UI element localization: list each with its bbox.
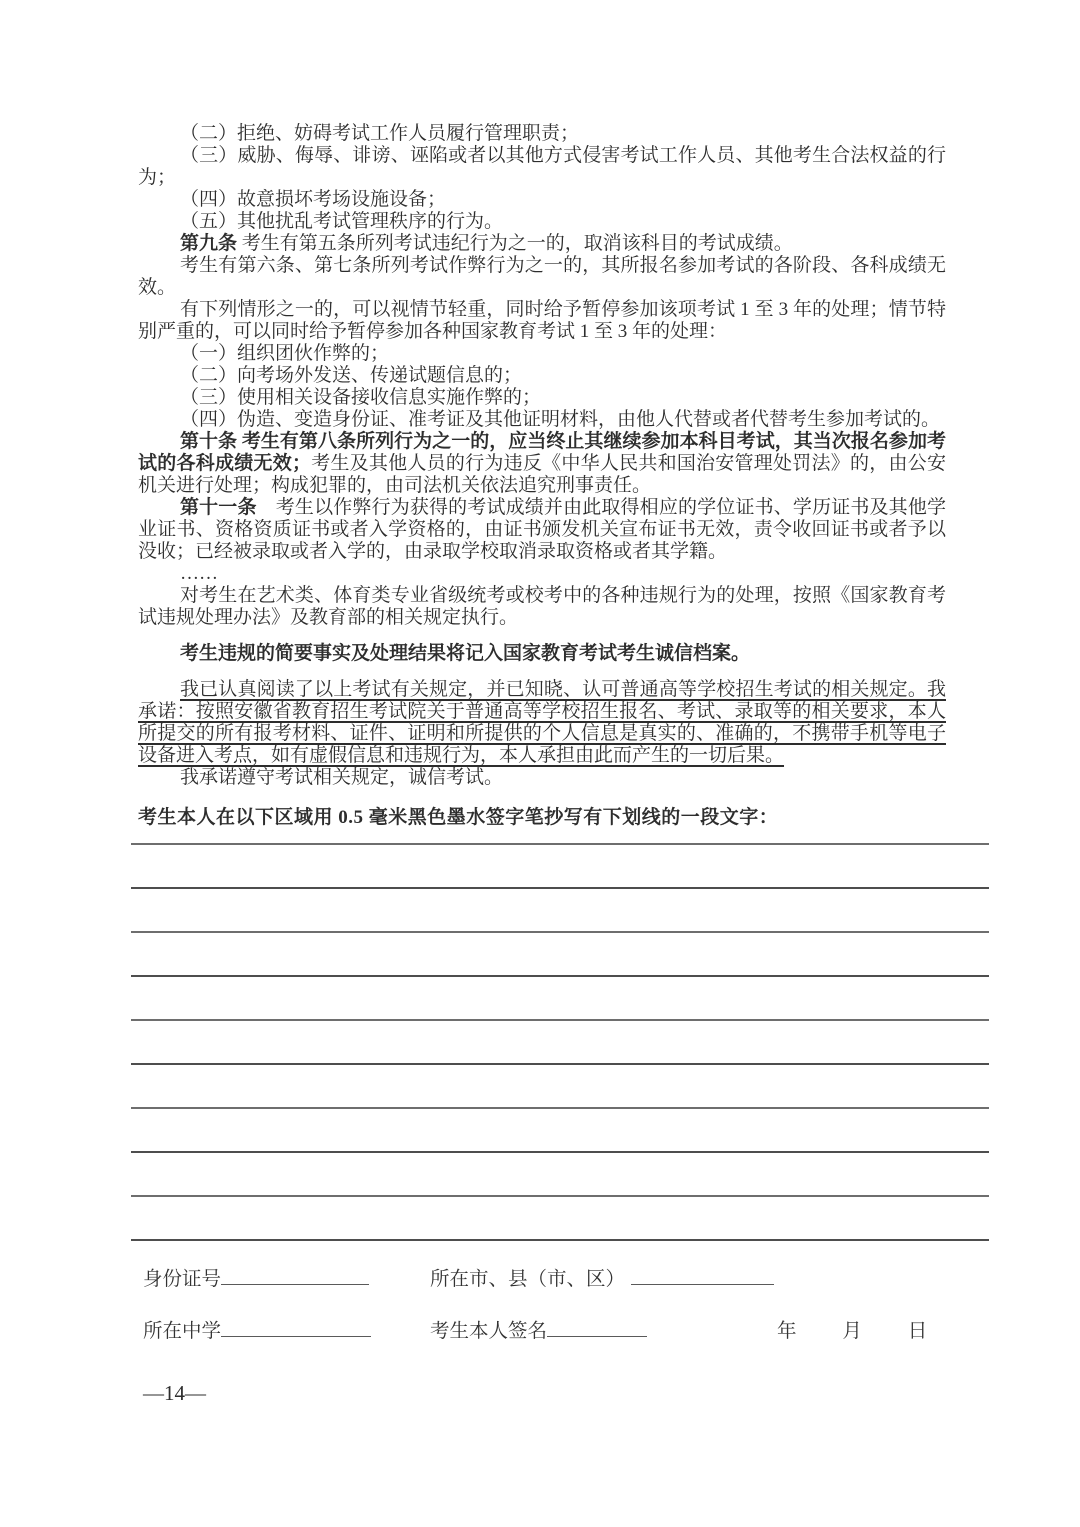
- rule-item-4: [138, 189, 946, 211]
- text-run: （三）使用相关设备接收信息实施作弊的；: [180, 387, 542, 408]
- signature-field: [430, 1315, 647, 1343]
- rule-item-3: [138, 145, 946, 189]
- school-label: 所在中学: [143, 1321, 222, 1342]
- handwriting-line-8[interactable]: [131, 1151, 989, 1153]
- city-county-blank[interactable]: [631, 1269, 774, 1285]
- school-field: [143, 1315, 430, 1343]
- text-run: （二）拒绝、妨碍考试工作人员履行管理职责；: [180, 123, 580, 144]
- cheat-item-2: [138, 365, 946, 387]
- article-9-para-3: [138, 299, 946, 343]
- candidate-pledge: [138, 679, 946, 767]
- text-run: （二）向考场外发送、传递试题信息的；: [180, 365, 523, 386]
- article-9-para-2: [138, 255, 946, 299]
- handwriting-line-3[interactable]: [131, 931, 989, 933]
- id-number-label: 身份证号: [143, 1269, 222, 1290]
- handwriting-line-1[interactable]: [131, 843, 989, 845]
- copy-instruction: [138, 807, 946, 829]
- text-run: 对考生在艺术类、体育类专业省级统考或校考中的各种违规行为的处理，按照《国家教育考试违规处理办法》及教育部的相关规定执行。: [138, 585, 946, 628]
- text-run: （三）威胁、侮辱、诽谤、诬陷或者以其他方式侵害考试工作人员、其他考生合法权益的行为；: [138, 145, 946, 188]
- text-run: 考生有第六条、第七条所列考试作弊行为之一的，其所报名参加考试的各阶段、各科成绩无效。: [138, 255, 946, 298]
- handwriting-line-6[interactable]: [131, 1063, 989, 1065]
- field-row-1: [143, 1263, 1080, 1291]
- article-9: [138, 233, 946, 255]
- handwriting-copy-area[interactable]: [131, 843, 989, 1241]
- text-run: 考生违规的简要事实及处理结果将记入国家教育考试考生诚信档案。: [180, 643, 751, 664]
- text-run: 第十条 考生有第八条所列行为之一的，应当终止其继续参加本科目考试，其当次报名参加考试的各科成绩无效；: [138, 431, 946, 474]
- cheat-item-1: [138, 343, 946, 365]
- text-run: （一）组织团伙作弊的；: [180, 343, 390, 364]
- date-year-label: 年: [777, 1321, 797, 1342]
- cheat-item-3: [138, 387, 946, 409]
- text-run: 我承诺遵守考试相关规定，诚信考试。: [180, 767, 504, 788]
- art-sports-note: [138, 585, 946, 629]
- article-11: [138, 497, 946, 563]
- cheat-item-4: [138, 409, 946, 431]
- text-run: 我已认真阅读了以上考试有关规定，并已知晓、认可普通高等学校招生考试的相关规定。我承诺：按照安徽省教育招生考试院关于普通高等学校招生报名、考试、录取等的相关要求，本人所提交的所有报考材料、证件、证明和所提供的个人信息是真实的、准确的，不携带手机等电子设备进入考点，如有虚假信息和违规行为，本人承担由此而产生的一切后果。: [138, 679, 946, 766]
- rule-item-5: [138, 211, 946, 233]
- date-day-label: 日: [907, 1321, 928, 1342]
- text-run: 有下列情形之一的，可以视情节轻重，同时给予暂停参加该项考试 1 至 3 年的处理；情节特别严重的，可以同时给予暂停参加各种国家教育考试 1 至 3 年的处理：: [138, 299, 946, 342]
- handwriting-line-5[interactable]: [131, 1019, 989, 1021]
- ellipsis-line: [138, 563, 946, 585]
- text-run: （四）伪造、变造身份证、准考证及其他证明材料，由他人代替或者代替考生参加考试的。: [180, 409, 941, 430]
- handwriting-line-10[interactable]: [131, 1239, 989, 1241]
- text-run: 考生及其他人员的行为违反《中华人民共和国治安管理处罚法》的，由公安机关进行处理；构成犯罪的，由司法机关依法追究刑事责任。: [138, 453, 946, 496]
- school-blank[interactable]: [221, 1321, 371, 1337]
- signature-fields: [0, 1263, 1080, 1343]
- text-run: 考生本人在以下区域用 0.5 毫米黑色墨水签字笔抄写有下划线的一段文字：: [138, 807, 779, 828]
- text-run: （四）故意损坏考场设施设备；: [180, 189, 447, 210]
- city-county-field: [430, 1263, 774, 1291]
- handwriting-line-9[interactable]: [131, 1195, 989, 1197]
- integrity-record-statement: [138, 643, 946, 665]
- field-row-2: [143, 1315, 1080, 1343]
- handwriting-line-7[interactable]: [131, 1107, 989, 1109]
- id-number-field: [143, 1263, 430, 1291]
- rule-item-2: [138, 123, 946, 145]
- text-run: ……: [180, 563, 218, 584]
- text-run: 第九条: [180, 233, 238, 254]
- date-month-label: 月: [842, 1321, 862, 1342]
- id-number-blank[interactable]: [221, 1269, 369, 1285]
- pledge-close: [138, 767, 946, 789]
- signature-blank[interactable]: [547, 1321, 647, 1337]
- date-field: [777, 1315, 927, 1343]
- page-number: —14—: [143, 1381, 206, 1405]
- text-run: 考生以作弊行为获得的考试成绩并由此取得相应的学位证书、学历证书及其他学业证书、资格资质证书或者入学资格的，由证书颁发机关宣布证书无效，责令收回证书或者予以没收；已经被录取或者入学的，由录取学校取消录取资格或者其学籍。: [138, 497, 946, 562]
- article-10: [138, 431, 946, 497]
- text-run: （五）其他扰乱考试管理秩序的行为。: [180, 211, 504, 232]
- signature-label: 考生本人签名: [430, 1321, 548, 1342]
- city-county-label: 所在市、县（市、区）: [430, 1269, 626, 1290]
- text-run: 考生有第五条所列考试违纪行为之一的，取消该科目的考试成绩。: [237, 233, 793, 254]
- handwriting-line-4[interactable]: [131, 975, 989, 977]
- handwriting-line-2[interactable]: [131, 887, 989, 889]
- text-run: 第十一条: [180, 497, 257, 518]
